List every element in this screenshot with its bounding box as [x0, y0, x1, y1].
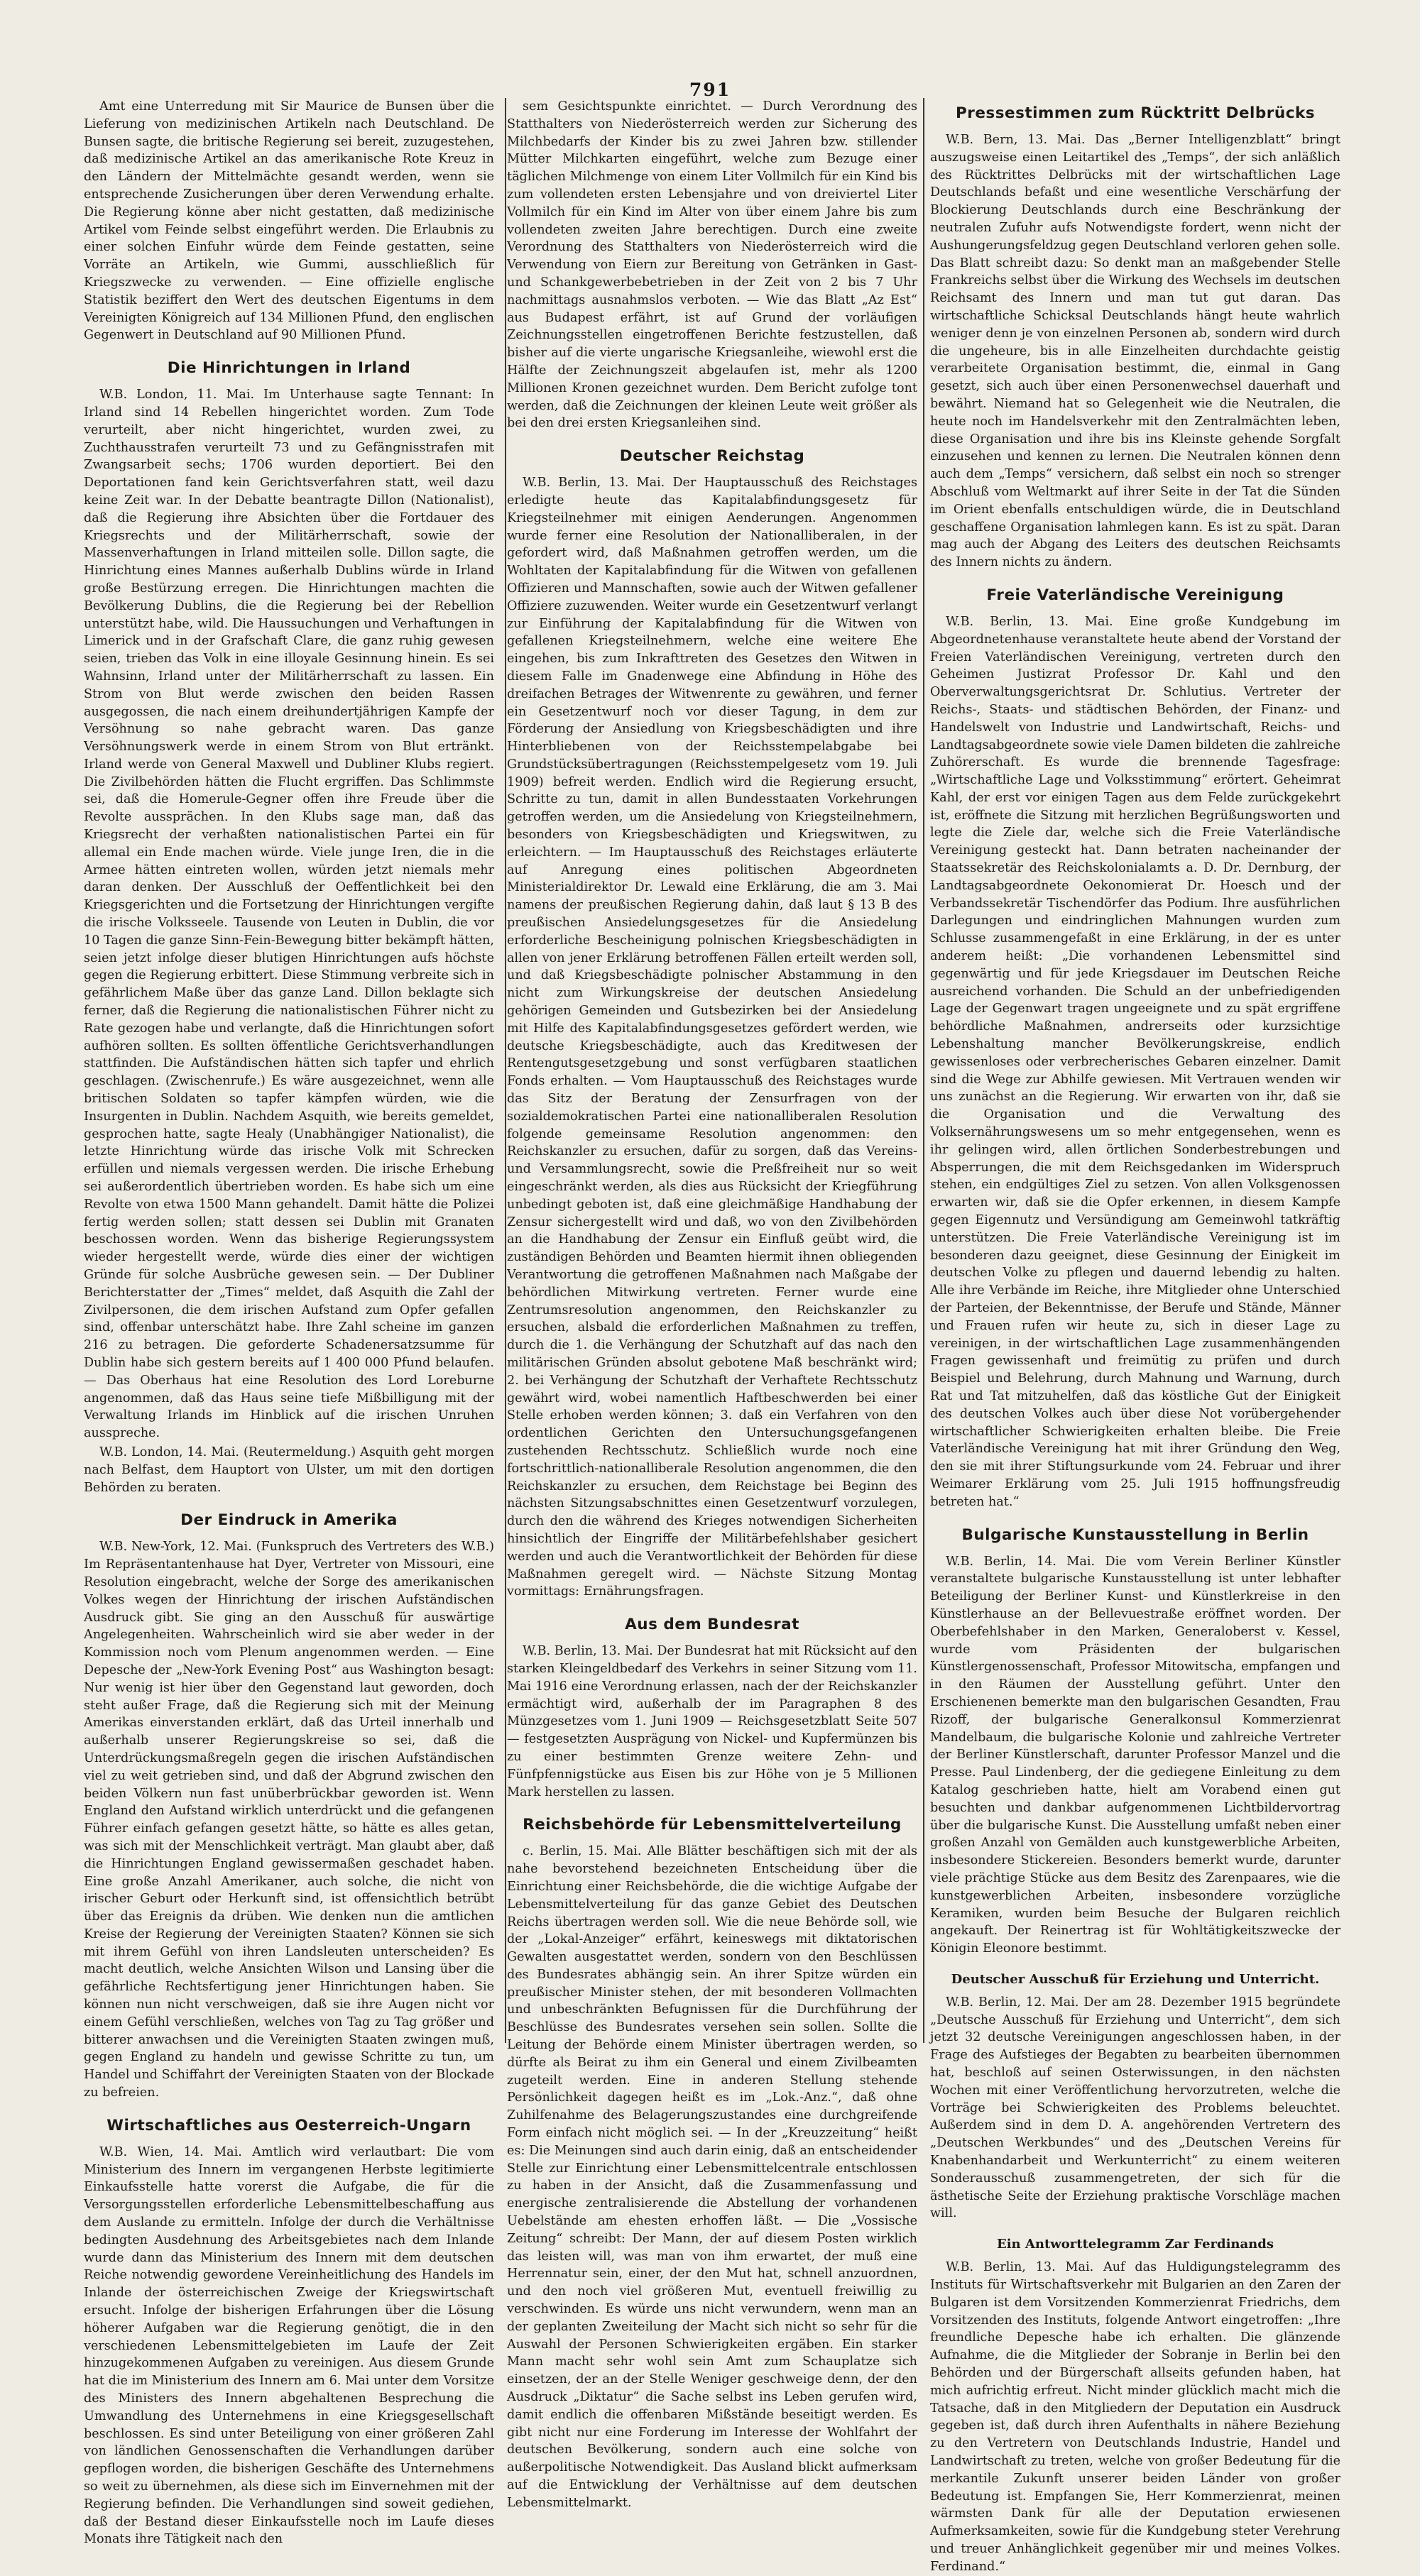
column-3	[930, 98, 1340, 2574]
article-subheadline: Deutscher Ausschuß für Erziehung und Unterricht.	[951, 1971, 1320, 1987]
article-paragraph: W.B. Berlin, 13. Mai. Der Hauptausschuß des Reichstages erledigte heute das Kapitalabfindungsgesetz für Kriegsteilnehmer mit einigen Aenderungen. Angenommen wurde ferner eine Resolution der Nationalliberalen, in der gefordert wird, daß Maßnahmen getroffen werden, um die Wohltaten der Kapitalabfindung für die Witwen von gefallenen Offizieren und Mannschaften, sowie auch der Witwen gefallener Offiziere zuzuwenden. Weiter wurde ein Gesetzentwurf verlangt zur Einführung der Kapitalabfindung für die Witwen von gefallenen Kriegsteilnehmern, welche eine weitere Ehe eingehen, bis zum Inkrafttreten des Gesetzes den Witwen in diesem Falle im Gnadenwege eine Abfindung in Höhe des dreifachen Betrages der Witwenrente zu gewähren, und ferner ein Gesetzentwurf noch vor dieser Tagung, in dem zur Förderung der Ansiedlung von Kriegsbeschädigten und ihre Hinterbliebenen von der Reichsstempelabgabe bei Grundstücksübertragungen (Reichsstempelgesetz vom 19. Juli 1909) befreit werden. Endlich wird die Regierung ersucht, Schritte zu tun, damit in allen Bundesstaaten Vorkehrungen getroffen werden, um die Ansiedelung von Kriegsteilnehmern, besonders von Kriegsbeschädigten und Kriegswitwen, zu erleichtern. — Im Hauptausschuß des Reichstages erläuterte auf Anregung eines politischen Abgeordneten Ministerialdirektor Dr. Lewald eine Erklärung, die am 3. Mai namens der preußischen Regierung dahin, daß laut § 13 B des preußischen Ansiedelungsgesetzes für die Ansiedelung erforderliche Bescheinigung polnischen Kriegsbeschädigten in allen von jener Erklärung betroffenen Fällen erteilt werden soll, und daß Kriegsbeschädigte polnischer Abstammung in den nicht zum Wirkungskreise der deutschen Ansiedelung gehörigen Gemeinden und Gutsbezirken bei der Ansiedelung mit Hilfe des Kapitalabfindungsgesetzes gefördert werden, wie deutsche Kriegsbeschädigte, auch das Kreditwesen der Rentengutsgesetzgebung und sonst verfügbaren staatlichen Fonds erhalten. — Vom Hauptausschuß des Reichstages wurde das Sitz der Beratung der Zensurfragen von der sozialdemokratischen Partei eine nationalliberalen Resolution folgende gemeinsame Resolution angenommen: den Reichskanzler zu ersuchen, dafür zu sorgen, daß das Vereins- und Versammlungsrecht, sowie die Preßfreiheit nur so weit eingeschränkt werden, als dies aus Rücksicht der Kriegführung unbedingt geboten ist, daß eine gleichmäßige Handhabung der Zensur sichergestellt wird und daß, wo von den Zivilbehörden an die Handhabung der Zensur ein Einfluß geübt wird, die zuständigen Behörden und Beamten hiermit ihnen obliegenden Verantwortung die getroffenen Maßnahmen nach Maßgabe der behördlichen Mitwirkung vertreten. Ferner wurde eine Zentrumsresolution angenommen, den Reichskanzler zu ersuchen, alsbald die erforderlichen Maßnahmen zu treffen, durch die 1. die Verhängung der Schutzhaft auf das nach den militärischen Gründen absolut gebotene Maß beschränkt wird; 2. bei Verhängung der Schutzhaft der Verhaftete Rechtsschutz gewährt wird, wobei namentlich Haftbeschwerden bei einer Stelle erhoben werden können; 3. daß ein Verfahren von den ordentlichen Gerichten den Untersuchungsgefangenen zustehenden Rechtsschutz. Schließlich wurde noch eine fortschrittlich-nationalliberale Resolution angenommen, die den Reichskanzler zu ersuchen, dem Reichstage bei Beginn des nächsten Sitzungsabschnittes einen Gesetzentwurf vorzulegen, durch den die während des Krieges notwendigen Sicherheiten hinsichtlich der Eingriffe der Militärbefehlshaber gesichert werden und auch die Verantwortlichkeit der Behörden für diese Maßnahmen geregelt wird. — Nächste Sitzung Montag vormittags: Ernährungsfragen.	[507, 476, 917, 1599]
column-2	[507, 98, 917, 2510]
article-paragraph: W.B. London, 11. Mai. Im Unterhause sagte Tennant: In Irland sind 14 Rebellen hingerichtet worden. Zum Tode verurteilt, aber nicht hingerichtet, wurden zwei, zu Zuchthausstrafen verurteilt 73 und zu Gefängnisstrafen mit Zwangsarbeit sechs; 1706 wurden deportiert. Bei den Deportationen fand kein Gerichtsverfahren statt, weil dazu keine Zeit war. In der Debatte beantragte Dillon (Nationalist), daß die Regierung ihre Absichten über die Fortdauer des Kriegsrechts und der Militärherrschaft, sowie der Massenverhaftungen in Irland mitteilen solle. Dillon sagte, die Hinrichtung eines Mannes außerhalb Dublins würde in Irland große Bestürzung erregen. Die Hinrichtungen machten die Bevölkerung Dublins, die die Regierung bei der Rebellion unterstützt habe, wild. Die Haussuchungen und Verhaftungen in Limerick und in der Grafschaft Clare, die ganz ruhig gewesen seien, trieben das Volk in eine illoyale Gesinnung hinein. Es sei Wahnsinn, Irland unter der Militärherrschaft zu lassen. Ein Strom von Blut werde zwischen den beiden Rassen ausgegossen, die nach einem dreihundertjährigen Kampfe der Versöhnung so nahe gebracht waren. Das ganze Versöhnungswerk werde in einem Strom von Blut ertränkt. Irland werde von General Maxwell und Dubliner Klubs regiert. Die Zivilbehörden hätten die Flucht ergriffen. Das Schlimmste sei, daß die Homerule-Gegner offen ihre Freude über die Revolte aussprächen. In den Klubs sage man, daß das Kriegsrecht der verhaßten nationalistischen Partei ein für allemal ein Ende machen würde. Viele junge Iren, die in die Armee hätten eintreten wollen, würden jetzt niemals mehr daran denken. Der Ausschluß der Oeffentlichkeit bei den Kriegsgerichten und die Fortsetzung der Hinrichtungen vergifte die irische Volksseele. Tausende von Leuten in Dublin, die vor 10 Tagen die ganze Sinn-Fein-Bewegung bitter bekämpft hätten, seien jetzt infolge dieser blutigen Hinrichtungen aufs höchste gegen die Regierung erbittert. Diese Stimmung verbreite sich in gefährlichem Maße über das ganze Land. Dillon beklagte sich ferner, daß die Regierung die nationalistischen Führer nicht zu Rate gezogen habe und verlangte, daß die Hinrichtungen sofort aufhören sollten. Es sollten öffentliche Gerichtsverhandlungen stattfinden. Die Aufständischen hätten sich tapfer und ehrlich geschlagen. (Zwischenrufe.) Es wäre ausgezeichnet, wenn alle britischen Soldaten so tapfer kämpfen würden, wie die Insurgenten in Dublin. Nachdem Asquith, wie bereits gemeldet, gesprochen hatte, sagte Healy (Unabhängiger Nationalist), die letzte Hinrichtung würde das irische Volk mit Schrecken erfüllen und niemals vergessen werden. Die irische Erhebung sei außerordentlich übertrieben worden. Es habe sich um eine Revolte von etwa 1500 Mann gehandelt. Damit hätte die Polizei fertig werden sollen; statt dessen sei Dublin mit Granaten beschossen worden. Wenn das bisherige Regierungssystem wieder hergestellt werde, würde dies einer der wichtigen Gründe für solche Ausbrüche gewesen sein. — Der Dubliner Berichterstatter der „Times“ meldet, daß Asquith die Zahl der Zivilpersonen, die dem irischen Aufstand zum Opfer gefallen sind, offenbar unterschätzt habe. Ihre Zahl scheine im ganzen 216 zu betragen. Die geforderte Schadenersatzsumme für Dublin habe sich gestern bereits auf 1 400 000 Pfund belaufen. — Das Oberhaus hat eine Resolution des Lord Loreburne angenommen, daß das Haus seine tiefe Mißbilligung mit der Verwaltung Irlands im Hinblick auf die irischen Unruhen ausspreche.	[84, 388, 494, 1441]
article-paragraph: W.B. Berlin, 13. Mai. Auf das Huldigungstelegramm des Instituts für Wirtschaftsverkehr mit Bulgarien an den Zaren der Bulgaren ist dem Vorsitzenden Kommerzienrat Friedrichs, dem Vorsitzenden des Instituts, folgende Antwort eingetroffen: „Ihre freundliche Depesche habe ich erhalten. Die glänzende Aufnahme, die die Mitglieder der Sobranje in Berlin bei den Behörden und der Bürgerschaft allseits gefunden haben, hat mich aufrichtig erfreut. Nicht minder glücklich macht mich die Tatsache, daß in den Mitgliedern der Deputation ein Ausdruck gegeben ist, daß durch ihren Aufenthalts in nähere Beziehung zu den Vertretern von Deutschlands Industrie, Handel und Landwirtschaft zu treten, welche von großer Bedeutung für die merkantile Zukunft unserer beiden Länder von großer Bedeutung ist. Empfangen Sie, Herr Kommerzienrat, meinen wärmsten Dank für alle der Deputation erwiesenen Aufmerksamkeiten, sowie für die Kundgebung steter Verehrung und treuer Anhänglichkeit gegenüber mir und meines Volkes. Ferdinand.“	[930, 2260, 1340, 2574]
article-paragraph: W.B. Berlin, 13. Mai. Der Bundesrat hat mit Rücksicht auf den starken Kleingeldbedarf des Verkehrs in seiner Sitzung vom 11. Mai 1916 eine Verordnung erlassen, nach der der Reichskanzler ermächtigt wird, außerhalb der im Paragraphen 8 des Münzgesetzes vom 1. Juni 1909 — Reichsgesetzblatt Seite 507 — festgesetzten Ausprägung von Nickel- und Kupfermünzen bis zu einer bestimmten Grenze weitere Zehn- und Fünfpfennigstücke aus Eisen bis zur Höhe von je 5 Millionen Mark herstellen zu lassen.	[507, 1644, 917, 1799]
article-paragraph: W.B. Wien, 14. Mai. Amtlich wird verlautbart: Die vom Ministerium des Innern im vergangenen Herbste legitimierte Einkaufsstelle hatte vorerst die Aufgabe, die für die Versorgungsstellen erforderliche Lebensmittelbeschaffung aus dem Auslande zu ermitteln. Infolge der durch die Verhältnisse bedingten Ausdehnung des Arbeitsgebietes nach dem Inlande wurde dann das Ministerium des Innern mit dem deutschen Reiche notwendig gewordene Vereinheitlichung des Handels im Inlande der österreichischen Zweige der Kriegswirtschaft ersucht. Infolge der bisherigen Erfahrungen über die Lösung höherer Aufgaben war die Regierung genötigt, die in den verschiedenen Lebensmittelgebieten im Laufe der Zeit hinzugekommenen Aufgaben zu vereinigen. Aus diesem Grunde hat die im Ministerium des Innern am 6. Mai unter dem Vorsitze des Ministers des Innern abgehaltenen Besprechung die Umwandlung des Unternehmens in eine Kriegsgesellschaft beschlossen. Es sind unter Beteiligung von einer größeren Zahl von ländlichen Genossenschaften die Verhandlungen darüber gepflogen worden, die bisherigen Geschäfte des Unternehmens so weit zu übernehmen, als diese sich im Einvernehmen mit der Regierung befinden. Die Verhandlungen sind soweit gediehen, daß der Bestand dieser Einkaufsstelle noch im Laufe dieses Monats ihre Tätigkeit nach den	[84, 2144, 494, 2547]
article-headline: Freie Vaterländische Vereinigung	[986, 586, 1284, 604]
article-paragraph: c. Berlin, 15. Mai. Alle Blätter beschäftigen sich mit der als nahe bevorstehend bezeichneten Entscheidung über die Einrichtung einer Reichsbehörde, die die wichtige Aufgabe der Lebensmittelverteilung für das ganze Gebiet des Deutschen Reichs übertragen werden soll. Wie die neue Behörde soll, wie der „Lokal-Anzeiger“ erfährt, keineswegs mit diktatorischen Gewalten ausgestattet werden, sondern von den Beschlüssen des Bundesrates abhängig sein. An ihrer Spitze würden ein preußischer Minister stehen, der mit besonderen Vollmachten und unbeschränkten Befugnissen für die Durchführung der Beschlüsse des Bundesrates versehen sein sollen. Sollte die Leitung der Behörde einem Minister übertragen werden, so dürfte als Beirat zu ihm ein General und einem Zivilbeamten zugeteilt werden. Eine in anderen Stellung stehende Persönlichkeit dagegen heißt es im „Lok.-Anz.“, daß ohne Zuhilfenahme des Belagerungszustandes eine durchgreifende Form einfach nicht möglich sei. — In der „Kreuzzeitung“ heißt es: Die Meinungen sind auch darin einig, daß an entscheidender Stelle zur Einrichtung einer Lebensmittelcentrale entschlossen zu haben in der Ansicht, daß die Zusammenfassung und energische zentralisierende die Abstellung der vorhandenen Uebelstände am ehesten erhoffen läßt. — Die „Vossische Zeitung“ schreibt: Der Mann, der auf diesem Posten wirklich das leisten will, was man von ihm erwartet, der muß eine Herrennatur sein, einer, der den Mut hat, schnell anzuordnen, und den noch viel größeren Mut, eventuell freiwillig zu verschwinden. Es würde uns nicht verwundern, wenn man an der geplanten Zweiteilung der Macht sich nicht so sehr für die Auswahl der Personen Schwierigkeiten ergäben. Ein starker Mann macht sehr wohl sein Amt zum Schauplatze sich einsetzen, der an der Stelle Weniger geschweige denn, der den Ausdruck „Diktatur“ die Sache selbst ins Leben gerufen wird, damit endlich die offenbaren Mißstände beseitigt werden. Es gibt nicht nur eine Forderung im Interesse der Wohlfahrt der deutschen Bevölkerung, sondern auch eine solche von außerpolitische Notwendigkeit. Das Ausland blickt aufmerksam auf die Entwicklung der Verhältnisse auf dem deutschen Lebensmittelmarkt.	[507, 1844, 917, 2510]
article-paragraph: W.B. Berlin, 12. Mai. Der am 28. Dezember 1915 begründete „Deutsche Ausschuß für Erziehung und Unterricht“, dem sich jetzt 32 deutsche Vereinigungen angeschlossen haben, in der Frage des Aufstieges der Begabten zu bearbeiten übernommen hat, beschloß auf seinen Osterwissungen, in den nächsten Wochen mit einer Veröffentlichung hervorzutreten, welche die Vorträge bei Schwierigkeiten des Problems beleuchtet. Außerdem sind in dem D. A. angehörenden Vertretern des „Deutschen Werkbundes“ und des „Deutschen Vereins für Knabenhandarbeit und Werkunterricht“ zu einem weiteren Sonderausschuß zusammengetreten, der sich für die ästhetische Seite der Erziehung praktische Vorschläge machen will.	[930, 1995, 1340, 2221]
article-headline: Aus dem Bundesrat	[625, 1616, 799, 1634]
article-headline: Pressestimmen zum Rücktritt Delbrücks	[955, 104, 1316, 122]
article-headline: Die Hinrichtungen in Irland	[167, 359, 411, 378]
article-paragraph: W.B. Bern, 13. Mai. Das „Berner Intelligenzblatt“ bringt auszugsweise einen Leitartikel des „Temps“, der sich anläßlich des Rücktrittes Delbrücks mit der wirtschaftlichen Lage Deutschlands befaßt und eine wesentliche Verschärfung der Blockierung Deutschlands durch eine Beschränkung der neutralen Zufuhr aufs Notwendigste fordert, wenn nicht der Aushungerungsfeldzug gegen Deutschland verloren gehen solle. Das Blatt schreibt dazu: So denkt man an maßgebender Stelle Frankreichs selbst über die Wirkung des Wechsels im deutschen Reichsamt des Innern und man tut gut daran. Das wirtschaftliche Schicksal Deutschlands hängt heute wahrlich weniger denn je von einzelnen Personen ab, sondern wird durch die ungeheure, bis in alle Einzelheiten durchdachte geistig verarbeitete Organisation bestimmt, die, einmal in Gang gesetzt, sich auch über einen Personenwechsel dauerhaft und bewährt. Niemand hat so Gelegenheit wie die Neutralen, die heute noch im Handelsverkehr mit den Zentralmächten leben, diese Organisation und ihre bis ins Kleinste gehende Sorgfalt einzusehen und kennen zu lernen. Die Neutralen können denn auch dem „Temps“ versichern, daß selbst ein noch so strenger Abschluß vom Weltmarkt auf ihrer Seite in der Tat die Sünden im Orient ebenfalls entschuldigen würde, die in Deutschland geschaffene Organisation lahmlegen kann. Es ist zu spät. Daran mag auch der Abgang des Leiters des deutschen Reichsamts des Innern nichts zu ändern.	[930, 133, 1340, 570]
article-headline: Reichsbehörde für Lebensmittelverteilung	[523, 1816, 902, 1834]
article-paragraph: Amt eine Unterredung mit Sir Maurice de Bunsen über die Lieferung von medizinischen Artikeln nach Deutschland. De Bunsen sagte, die britische Regierung sei bereit, zuzugestehen, daß medizinische Artikel an das amerikanische Rote Kreuz in den Ländern der Mittelmächte gesandt werden, wenn sie entsprechende Zusicherungen über deren Verwendung erhalte. Die Regierung könne aber nicht gestatten, daß medizinische Artikel vom Feinde selbst eingeführt werden. Die Erlaubnis zu einer solchen Einfuhr würde dem Feinde gestatten, seine Vorräte an Artikeln, wie Gummi, ausschließlich für Kriegszwecke zu verwenden. — Eine offizielle englische Statistik beziffert den Wert des deutschen Eigentums in dem Vereinigten Königreich auf 134 Millionen Pfund, den englischen Gegenwert in Deutschland auf 90 Millionen Pfund.	[84, 99, 494, 343]
article-paragraph: W.B. Berlin, 13. Mai. Eine große Kundgebung im Abgeordnetenhause veranstaltete heute abend der Vorstand der Freien Vaterländischen Vereinigung, vertreten durch den Geheimen Justizrat Professor Dr. Kahl und den Oberverwaltungsgerichtsrat Dr. Schlutius. Vertreter der Reichs-, Staats- und städtischen Behörden, der Finanz- und Handelswelt von Industrie und Landwirtschaft, Reichs- und Landtagsabgeordnete sowie viele Damen bildeten die zahlreiche Zuhörerschaft. Es wurde die brennende Tagesfrage: „Wirtschaftliche Lage und Volksstimmung“ erörtert. Geheimrat Kahl, der erst vor einigen Tagen aus dem Felde zurückgekehrt ist, eröffnete die Sitzung mit herzlichen Begrüßungsworten und legte die Ziele dar, welche sich die Freie Vaterländische Vereinigung gesteckt hat. Dann betraten nacheinander der Staatssekretär des Reichskolonialamts a. D. Dr. Dernburg, der Landtagsabgeordnete Oekonomierat Dr. Hoesch und der Verbandssekretär Tischendörfer das Podium. Ihre ausführlichen Darlegungen und eindringlichen Mahnungen wurden zum Schlusse zusammengefaßt in eine Erklärung, in der es unter anderem heißt: „Die vorhandenen Lebensmittel sind gegenwärtig und für jede Kriegsdauer im Deutschen Reiche ausreichend vorhanden. Die Schuld an der unbefriedigenden Lage der Gegenwart tragen ungeeignete und zu spät ergriffene behördliche Maßnahmen, andrerseits oder kurzsichtige Lebenshaltung mancher Bevölkerungskreise, endlich gewissenloses oder verbrecherisches Gebaren einzelner. Damit sind die Wege zur Abhilfe gewiesen. Mit Vertrauen wenden wir uns zunächst an die Regierung. Wir erwarten von ihr, daß sie die Organisation und die Verwaltung des Volksernährungswesens um so mehr entgegensehen, wenn es ihr gelingen wird, allen örtlichen Sonderbestrebungen und Absperrungen, die mit dem Reichsgedanken im Widerspruch stehen, ein endgültiges Ziel zu setzen. Von allen Volksgenossen erwarten wir, daß sie die Opfer erkennen, in diesem Kampfe gegen Eigennutz und Versündigung am Gemeinwohl tatkräftig unterstützen. Die Freie Vaterländische Vereinigung ist im besonderen dazu geeignet, diese Gesinnung der Einigkeit im deutschen Volke zu pflegen und dauernd lebendig zu halten. Alle ihre Verbände im Reiche, ihre Mitglieder ohne Unterschied der Parteien, der Bekenntnisse, der Berufe und Stände, Männer und Frauen rufen wir heute zu, sich in dieser Lage zu vereinigen, in der wirtschaftlichen Lage zusammenhängenden Fragen gewissenhaft und freimütig zu prüfen und durch Beispiel und Belehrung, durch Mahnung und Warnung, durch Rat und Tat mitzuhelfen, daß das köstliche Gut der Einigkeit des deutschen Volkes auch über diese Not vorübergehender wirtschaftlicher Schwierigkeiten erhalten bleibe. Die Freie Vaterländische Vereinigung hat mit ihrer Gründung den Weg, den sie mit ihrer Stiftungsurkunde vom 24. Februar und ihrer Weimarer Erklärung vom 25. Juli 1915 hoffnungsfreudig betreten hat.“	[930, 614, 1340, 1509]
article-paragraph: sem Gesichtspunkte einrichtet. — Durch Verordnung des Statthalters von Niederösterreich werden zur Sicherung des Milchbedarfs der Kinder bis zu zwei Jahren bzw. stillender Mütter Milchkarten eingeführt, welche zum Bezuge einer täglichen Milchmenge von einem Liter Vollmilch für ein Kind bis zum vollendeten ersten Lebensjahre und von dreiviertel Liter Vollmilch für ein Kind im Alter von über einem Jahre bis zum vollendeten zweiten Jahre berechtigen. Durch eine zweite Verordnung des Statthalters von Niederösterreich wird die Verwendung von Eiern zur Bereitung von Getränken in Gast- und Schankgewerbebetrieben in der Zeit von 2 bis 7 Uhr nachmittags ausnahmslos verboten. — Wie das Blatt „Az Est“ aus Budapest erfährt, ist auf Grund der vorläufigen Zeichnungsstellen eingetroffenen Berichte festzustellen, daß bisher auf die vierte ungarische Kriegsanleihe, wiewohl erst die Hälfte der Zeichnungszeit abgelaufen ist, mehr als 1200 Millionen Kronen gezeichnet wurden. Dem Bericht zufolge tont werden, daß die Zeichnungen der kleinen Leute weit größer als bei den drei ersten Kriegsanleihen sind.	[507, 99, 917, 431]
article-paragraph: W.B. New-York, 12. Mai. (Funkspruch des Vertreters des W.B.) Im Repräsentantenhause hat Dyer, Vertreter von Missouri, eine Resolution eingebracht, welche der Sorge des amerikanischen Volkes wegen der Hinrichtung der irischen Aufständischen Ausdruck gibt. Sie ging an den Ausschuß für auswärtige Angelegenheiten. Wahrscheinlich wird sie aber weder in der Kommission noch vom Plenum angenommen werden. — Eine Depesche der „New-York Evening Post“ aus Washington besagt: Nur wenig ist hier über den Gegenstand laut geworden, doch steht außer Frage, daß die Regierung sich mit der Meinung Amerikas einverstanden erklärt, daß das Urteil innerhalb und außerhalb unserer Regierungskreise so sei, daß die Unterdrückungsmaßregeln gegen die irischen Aufständischen viel zu weit getrieben sind, und daß der Abgrund zwischen den beiden Völkern nun fast unüberbrückbar geworden ist. Wenn England den Aufstand wirklich unterdrückt und die gefangenen Führer einfach gefangen gesetzt hätte, so hätte es alles getan, was sich mit der Menschlichkeit verträgt. Man glaubt aber, daß die Hinrichtungen England gewissermaßen geschadet haben. Eine große Anzahl Amerikaner, auch solche, die nicht von irischer Geburt oder Herkunft sind, ist offensichtlich betrübt über das Ereignis da drüben. Wie denken nun die amtlichen Kreise der Regierung der Vereinigten Staaten? Können sie sich mit ihrem Gefühl von ihren Landsleuten unterscheiden? Es macht deutlich, welche Ansichten Wilson und Lansing über die gefährliche Rechtsfertigung jener Hinrichtungen haben. Sie können nun nicht verschweigen, daß sie ihre Augen nicht vor einem Gefühl verschließen, welches von Tag zu Tag größer und bitterer anwachsen und die Vereinigten Staaten zwingen muß, gegen England zu handeln und gewisse Schritte zu tun, um Handel und Schiffahrt der Vereinigten Staaten von der Blockade zu befreien.	[84, 1540, 494, 2100]
columns	[84, 98, 1340, 2574]
column-1	[84, 98, 494, 2547]
article-headline: Wirtschaftliches aus Oesterreich-Ungarn	[106, 2116, 471, 2134]
article-subheadline: Ein Antworttelegramm Zar Ferdinands	[997, 2237, 1274, 2252]
article-headline: Deutscher Reichstag	[619, 447, 805, 466]
article-paragraph: W.B. Berlin, 14. Mai. Die vom Verein Berliner Künstler veranstaltete bulgarische Kunstausstellung ist unter lebhafter Beteiligung der Berliner Kunst- und Künstlerkreise in den Künstlerhause an der Bellevuestraße eröffnet worden. Der Oberbefehlshaber in den Marken, Generaloberst v. Kessel, wurde vom Präsidenten der bulgarischen Künstlergenossenschaft, Professor Mitowitscha, empfangen und in den Räumen der Ausstellung geführt. Unter den Erschienenen bemerkte man den bulgarischen Gesandten, Frau Rizoff, der bulgarische Generalkonsul Kommerzienrat Mandelbaum, die bulgarische Kolonie und zahlreiche Vertreter der Berliner Künstlerschaft, darunter Professor Manzel und die Presse. Paul Lindenberg, der die gediegene Einleitung zu dem Katalog geschrieben hatte, hielt am Vorabend einen gut besuchten und dankbar aufgenommenen Lichtbildervortrag über die bulgarische Kunst. Die Ausstellung umfaßt neben einer großen Anzahl von Gemälden auch kunstgewerbliche Arbeiten, insbesondere Stickereien. Besonders bemerkt wurde, darunter viele prächtige Stücke aus dem Besitz des Zarenpaares, wie die kunstgewerblichen Arbeiten, insbesondere vorzügliche Keramiken, wurden beim Besuche der Bulgaren reichlich angekauft. Der Reinertrag ist für Wohltätigkeitszwecke der Königin Eleonore bestimmt.	[930, 1554, 1340, 1956]
article-headline: Bulgarische Kunstausstellung in Berlin	[961, 1525, 1309, 1544]
article-paragraph: W.B. London, 14. Mai. (Reutermeldung.) Asquith geht morgen nach Belfast, dem Hauptort von Ulster, um mit den dortigen Behörden zu beraten.	[84, 1445, 494, 1495]
page-number: 791	[689, 80, 731, 100]
article-headline: Der Eindruck in Amerika	[180, 1511, 398, 1530]
